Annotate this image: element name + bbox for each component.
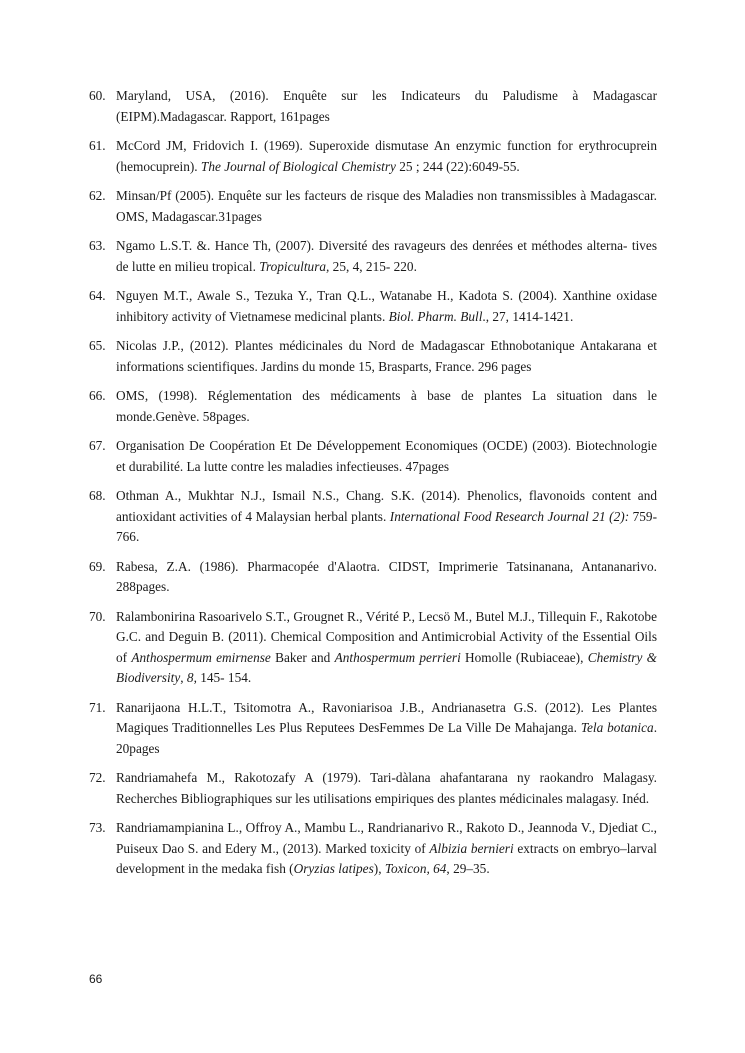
reference-text: Othman A., Mukhtar N.J., Ismail N.S., Chang. S.K. (2014). Phenolics, flavonoids content and antioxidant activities of 4 Malaysian herbal plants. International Food Research Journal 21 (2): 759-766. bbox=[116, 488, 658, 544]
reference-text: Ranarijaona H.L.T., Tsitomotra A., Ravoniarisoa J.B., Andrianasetra G.S. (2012). Les Plantes Magiques Traditionnelles Les Plus Reputees DesFemmes De La Ville De Mahajanga. Tela botanica. 20pages bbox=[116, 699, 658, 756]
reference-item bbox=[89, 768, 657, 809]
reference-item bbox=[89, 336, 657, 377]
reference-text: Minsan/Pf (2005). Enquête sur les facteurs de risque des Maladies non transmissibles à Madagascar. OMS, Madagascar.31pages bbox=[116, 188, 657, 224]
reference-text: Rabesa, Z.A. (1986). Pharmacopée d'Alaotra. CIDST, Imprimerie Tatsinanana, Antananarivo. 288pages. bbox=[116, 558, 657, 594]
reference-text: Randriamampianina L., Offroy A., Mambu L., Randrianarivo R., Rakoto D., Jeannoda V., Djediat C., Puiseux Dao S. and Edery M., (2013). Marked toxicity of Albizia bernieri extracts on embryo–larval development in the medaka fish (Oryzias latipes), Toxicon, 64, 29–35. bbox=[116, 820, 657, 876]
reference-number: 71. bbox=[89, 699, 106, 715]
reference-text: Organisation De Coopération Et De Développement Economiques (OCDE) (2003). Biotechnologie et durabilité. La lutte contre les maladies infectieuses. 47pages bbox=[116, 438, 657, 474]
reference-number: 60. bbox=[89, 88, 106, 103]
reference-number: 70. bbox=[89, 608, 106, 624]
reference-text: Randriamahefa M., Rakotozafy A (1979). Tari-dàlana ahafantarana ny raokandro Malagasy. Recherches Bibliographiques sur les utilisations empiriques des plantes médicinales malagasy. Inéd. bbox=[116, 770, 657, 806]
page-number: 66 bbox=[89, 972, 103, 986]
reference-number: 66. bbox=[89, 388, 106, 403]
reference-item bbox=[89, 607, 657, 689]
reference-number: 64. bbox=[89, 288, 106, 303]
reference-number: 72. bbox=[89, 770, 106, 785]
reference-text: Nguyen M.T., Awale S., Tezuka Y., Tran Q.L., Watanabe H., Kadota S. (2004). Xanthine oxidase inhibitory activity of Vietnamese medicinal plants. Biol. Pharm. Bull., 27, 1414-1421. bbox=[116, 288, 657, 324]
reference-item bbox=[89, 818, 657, 880]
reference-number: 68. bbox=[89, 488, 106, 503]
reference-text: OMS, (1998). Réglementation des médicaments à base de plantes La situation dans le monde.Genève. 58pages. bbox=[116, 388, 657, 424]
reference-text: Ngamo L.S.T. &. Hance Th, (2007). Diversité des ravageurs des denrées et méthodes alterna- tives de lutte en milieu tropical. Tropicultura, 25, 4, 215- 220. bbox=[116, 238, 657, 274]
reference-item bbox=[89, 136, 657, 177]
reference-text: Nicolas J.P., (2012). Plantes médicinales du Nord de Madagascar Ethnobotanique Antakarana et informations scientifiques. Jardins du monde 15, Brasparts, France. 296 pages bbox=[116, 338, 657, 374]
reference-text: Maryland, USA, (2016). Enquête sur les Indicateurs du Paludisme à Madagascar (EIPM).Madagascar. Rapport, 161pages bbox=[116, 88, 657, 124]
reference-item bbox=[89, 286, 657, 327]
reference-item bbox=[89, 236, 657, 277]
reference-item bbox=[89, 698, 657, 760]
reference-number: 67. bbox=[89, 438, 106, 453]
reference-list bbox=[89, 86, 657, 889]
reference-number: 63. bbox=[89, 238, 106, 253]
reference-number: 65. bbox=[89, 338, 106, 353]
reference-item bbox=[89, 86, 657, 127]
reference-item bbox=[89, 436, 657, 477]
reference-number: 62. bbox=[89, 188, 106, 203]
reference-number: 69. bbox=[89, 558, 106, 574]
reference-text: Ralambonirina Rasoarivelo S.T., Grougnet R., Vérité P., Lecsö M., Butel M.J., Tillequin F., Rakotobe G.C. and Deguin B. (2011). Chemical Composition and Antimicrobial Activity of the Essential Oils of Anthospermum emirnense Baker and Anthospermum perrieri Homolle (Rubiaceae), Chemistry & Biodiversity, 8, 145- 154. bbox=[116, 608, 657, 685]
reference-item bbox=[89, 386, 657, 427]
reference-item bbox=[89, 486, 657, 548]
reference-item bbox=[89, 186, 657, 227]
reference-item bbox=[89, 557, 657, 598]
reference-number: 61. bbox=[89, 138, 106, 153]
reference-number: 73. bbox=[89, 820, 106, 835]
reference-text: McCord JM, Fridovich I. (1969). Superoxide dismutase An enzymic function for erythrocuprein (hemocuprein). The Journal of Biological Chemistry 25 ; 244 (22):6049-55. bbox=[116, 138, 657, 174]
